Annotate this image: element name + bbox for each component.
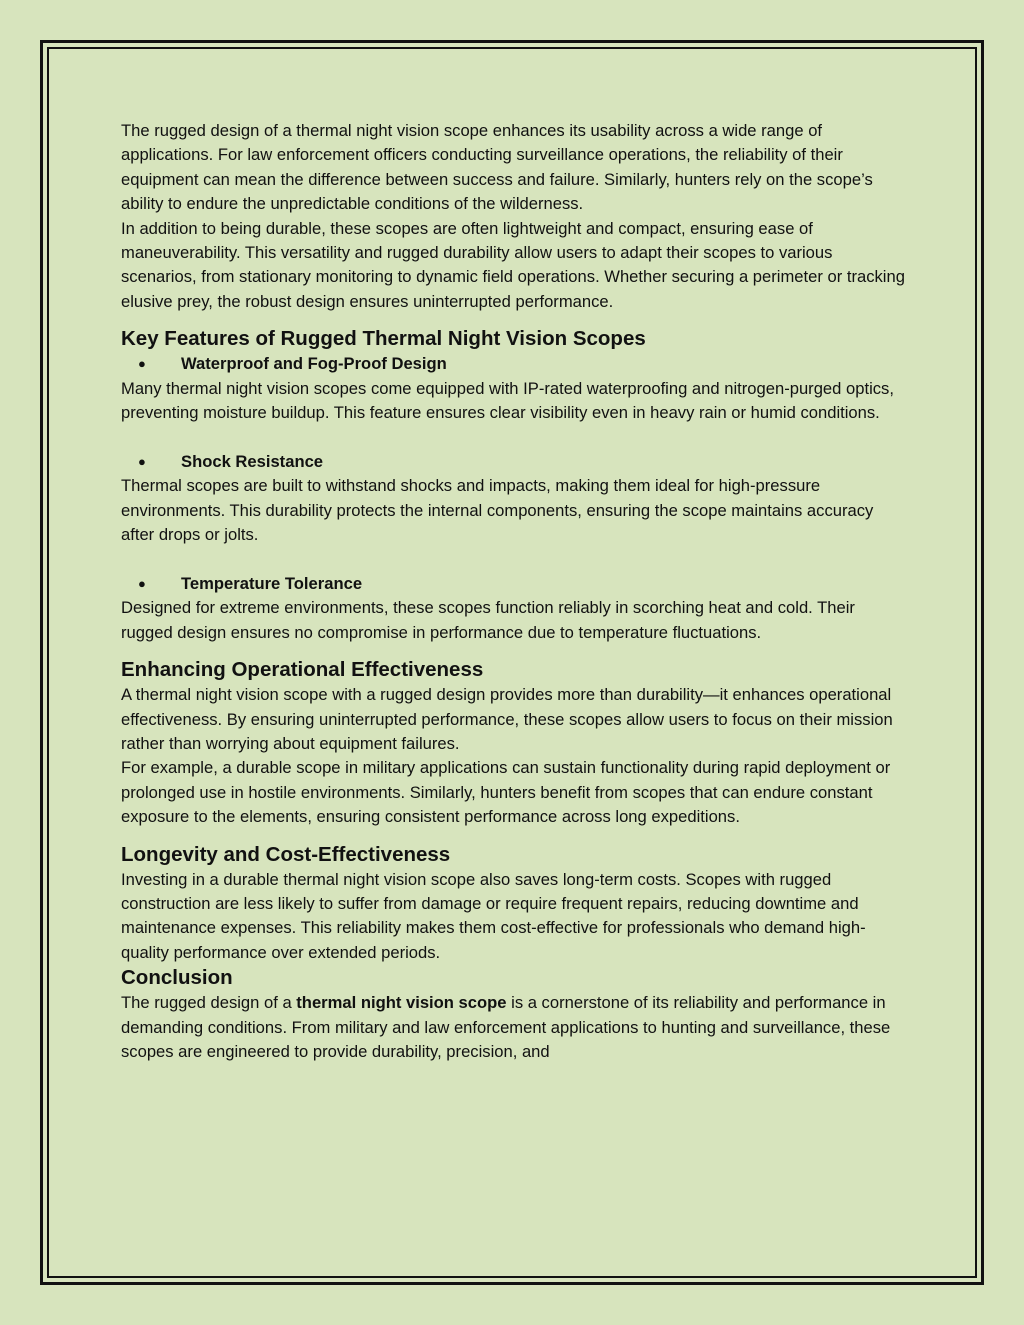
- conclusion-lead: The rugged design of a: [121, 993, 297, 1013]
- feature-text: Designed for extreme environments, these scopes function reliably in scorching heat and cold. Their rugged design ensures no compromise in performance due to temperature fluctuations.: [121, 598, 855, 642]
- conclusion-rest: is a cornerstone of its reliability and performance in demanding conditions. From military and law enforcement applications to hunting and surveillance, these scopes are engineered to provide durability, precision, and: [121, 993, 891, 1061]
- longevity-heading: Longevity and Cost-Effectiveness: [121, 842, 451, 866]
- feature-title: Temperature Tolerance: [181, 573, 363, 593]
- intro-paragraph-1: The rugged design of a thermal night vision scope enhances its usability across a wide range of applications. For law enforcement officers conducting surveillance operations, the reliability of their equipment can mean the difference between success and failure. Similarly, hunters rely on the scope’s ability to endure the unpredictable conditions of the wilderness.: [121, 121, 873, 214]
- operational-paragraph-1: A thermal night vision scope with a rugged design provides more than durability—it enhances operational effectiveness. By ensuring uninterrupted performance, these scopes allow users to focus on their mission rather than worrying about equipment failures.: [121, 685, 893, 753]
- bullet-icon: ●: [138, 453, 146, 469]
- feature-text: Many thermal night vision scopes come equipped with IP-rated waterproofing and nitrogen-purged optics, preventing moisture buildup. This feature ensures clear visibility even in heavy rain or humid conditions.: [121, 378, 894, 423]
- operational-paragraph-2: For example, a durable scope in military applications can sustain functionality during rapid deployment or prolonged use in hostile environments. Similarly, hunters benefit from scopes that can endure constant exposure to the elements, ensuring consistent performance across long expeditions.: [121, 758, 891, 827]
- bullet-icon: ●: [138, 575, 146, 591]
- feature-text: Thermal scopes are built to withstand shocks and impacts, making them ideal for high-pressure environments. This durability protects the internal components, ensuring the scope maintains accuracy after drops or jolts.: [121, 476, 874, 545]
- conclusion-paragraph: [121, 991, 911, 1064]
- feature-title: Shock Resistance: [181, 451, 324, 471]
- conclusion-keyword: thermal night vision scope: [296, 993, 507, 1013]
- feature-item-waterproof: [121, 352, 911, 376]
- feature-item-temperature: [121, 572, 911, 596]
- longevity-paragraph: Investing in a durable thermal night vision scope also saves long-term costs. Scopes with rugged construction are less likely to suffer from damage or require frequent repairs, reducing downtime and maintenance expenses. This reliability makes them cost-effective for professionals who demand high-quality performance over extended periods.: [121, 869, 866, 962]
- document-body: [121, 119, 911, 1064]
- key-features-heading: Key Features of Rugged Thermal Night Vision Scopes: [121, 327, 646, 351]
- feature-item-shock: [121, 450, 911, 474]
- operational-heading: Enhancing Operational Effectiveness: [121, 658, 484, 682]
- feature-title: Waterproof and Fog-Proof Design: [181, 354, 447, 374]
- intro-paragraph-2: In addition to being durable, these scopes are often lightweight and compact, ensuring ease of maneuverability. This versatility and rugged durability allow users to adapt their scopes to various scenarios, from stationary monitoring to dynamic field operations. Whether securing a perimeter or tracking elusive prey, the robust design ensures uninterrupted performance.: [121, 218, 905, 311]
- conclusion-heading: Conclusion: [121, 966, 233, 990]
- bullet-icon: ●: [138, 356, 146, 372]
